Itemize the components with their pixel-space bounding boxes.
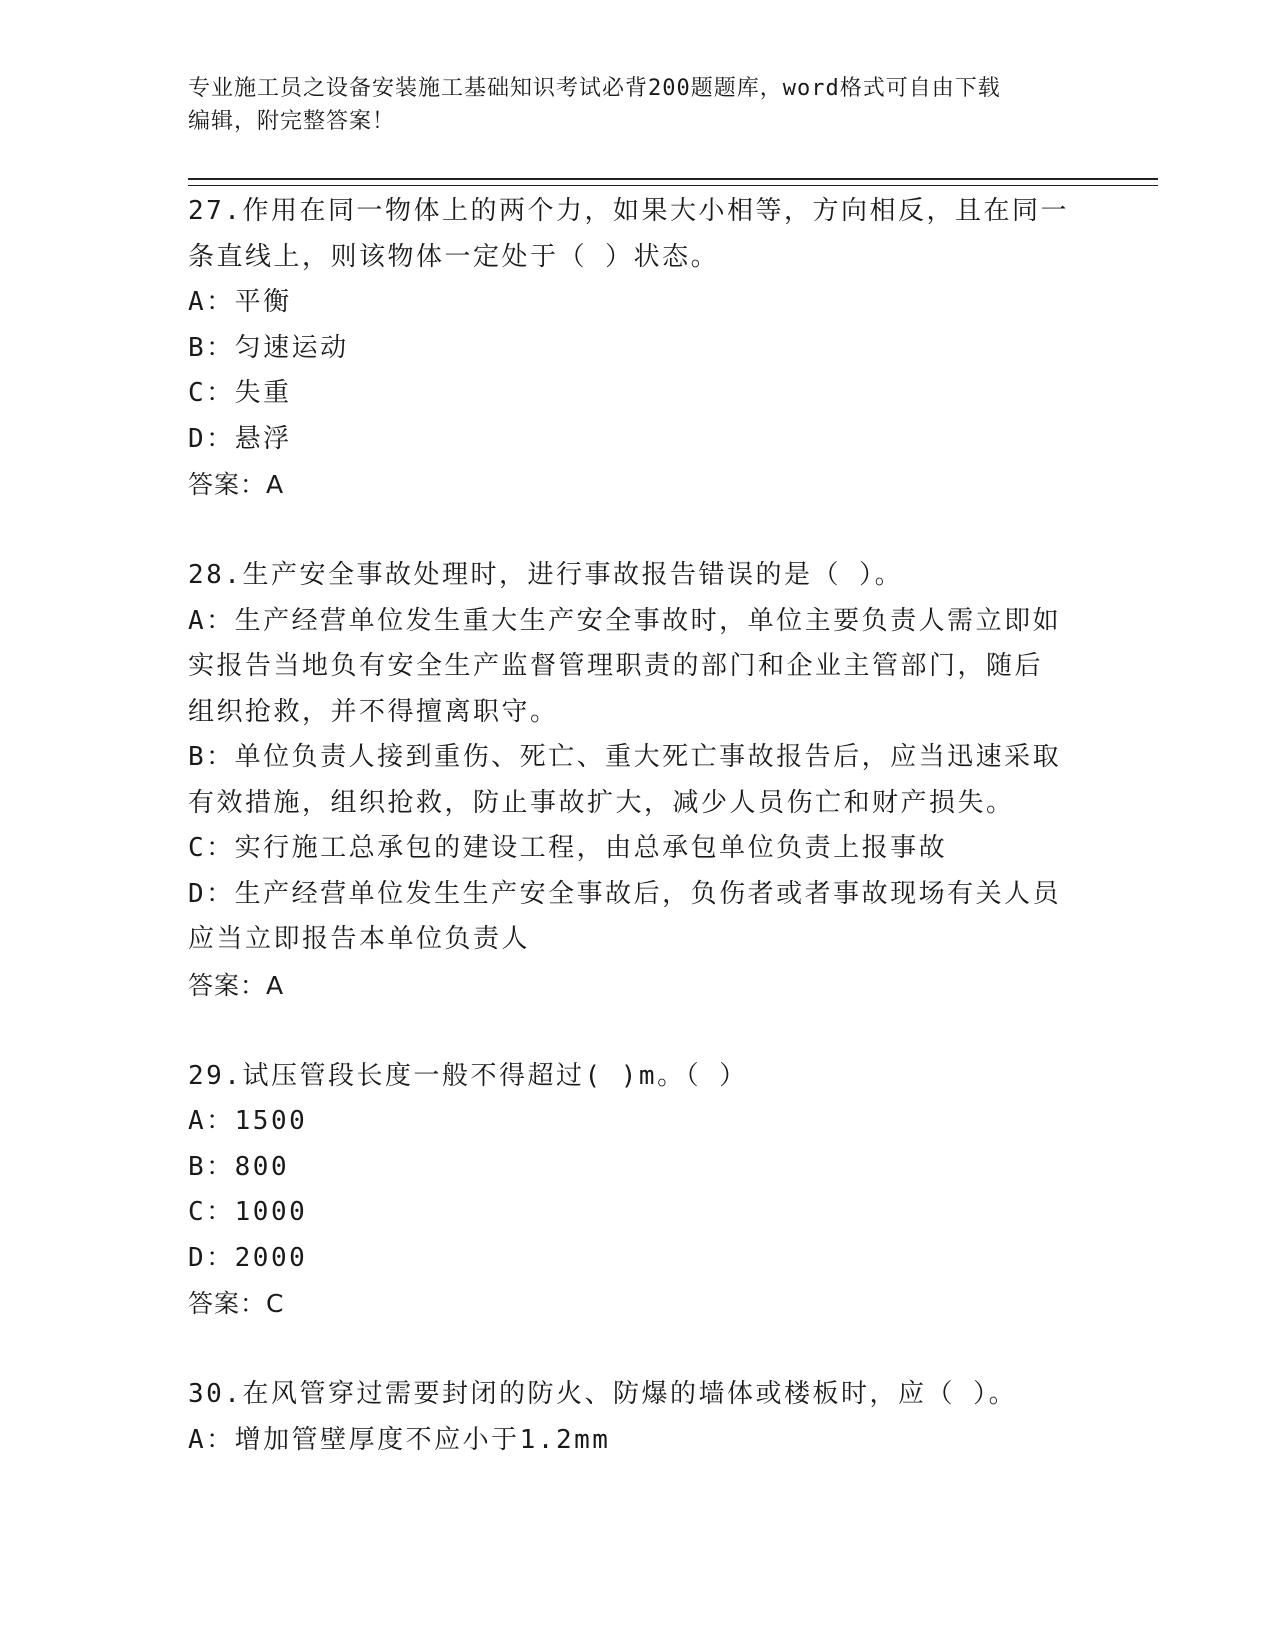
option-line: A：生产经营单位发生重大生产安全事故时，单位主要负责人需立即如 — [188, 605, 1062, 636]
question-spacer — [188, 1327, 1088, 1373]
question-spacer — [188, 1008, 1088, 1054]
question-block — [188, 1054, 1088, 1373]
header-line-2: 编辑，附完整答案！ — [188, 109, 396, 134]
option-line: 应当立即报告本单位负责人 — [188, 924, 531, 954]
option-line: A：增加管壁厚度不应小于1.2mm — [188, 1424, 611, 1455]
option-line: B：匀速运动 — [188, 332, 349, 363]
question-stem-line: 28.生产安全事故处理时，进行事故报告错误的是（ ）。 — [188, 560, 904, 590]
document-header — [188, 72, 1088, 138]
question-block — [188, 1372, 1088, 1463]
header-divider-thin — [188, 185, 1158, 186]
option-line: D：2000 — [188, 1242, 308, 1273]
question-block — [188, 189, 1088, 553]
answer-line: 答案：A — [188, 470, 285, 499]
option-line: D：生产经营单位发生生产安全事故后，负伤者或者事故现场有关人员 — [188, 878, 1062, 909]
question-stem-line: 29.试压管段长度一般不得超过( )m。（ ） — [188, 1060, 748, 1091]
option-line: C：实行施工总承包的建设工程，由总承包单位负责上报事故 — [188, 833, 948, 863]
question-stem-line: 条直线上，则该物体一定处于（ ）状态。 — [188, 241, 720, 272]
answer-line: 答案：C — [188, 1289, 285, 1318]
option-line: 实报告当地负有安全生产监督管理职责的部门和企业主管部门，随后 — [188, 651, 1044, 681]
question-block — [188, 553, 1088, 1054]
header-divider-thick — [188, 178, 1158, 180]
option-line: A：平衡 — [188, 287, 292, 317]
option-line: 有效措施，组织抢救，防止事故扩大，减少人员伤亡和财产损失。 — [188, 787, 1015, 818]
option-line: A：1500 — [188, 1106, 308, 1136]
question-stem-line: 27.作用在同一物体上的两个力，如果大小相等，方向相反，且在同一 — [188, 196, 1069, 226]
answer-line: 答案：A — [188, 970, 285, 1000]
option-line: B：800 — [188, 1151, 290, 1182]
option-line: D：悬浮 — [188, 423, 292, 454]
option-line: 组织抢救，并不得擅离职守。 — [188, 696, 559, 727]
question-spacer — [188, 508, 1088, 554]
option-line: C：1000 — [188, 1197, 308, 1227]
option-line: B：单位负责人接到重伤、死亡、重大死亡事故报告后，应当迅速采取 — [188, 742, 1062, 772]
header-line-1: 专业施工员之设备安装施工基础知识考试必背200题题库，word格式可自由下载 — [188, 76, 1001, 101]
question-stem-line: 30.在风管穿过需要封闭的防火、防爆的墙体或楼板时，应（ ）。 — [188, 1379, 1018, 1409]
question-list — [188, 189, 1088, 1463]
option-line: C：失重 — [188, 378, 292, 408]
